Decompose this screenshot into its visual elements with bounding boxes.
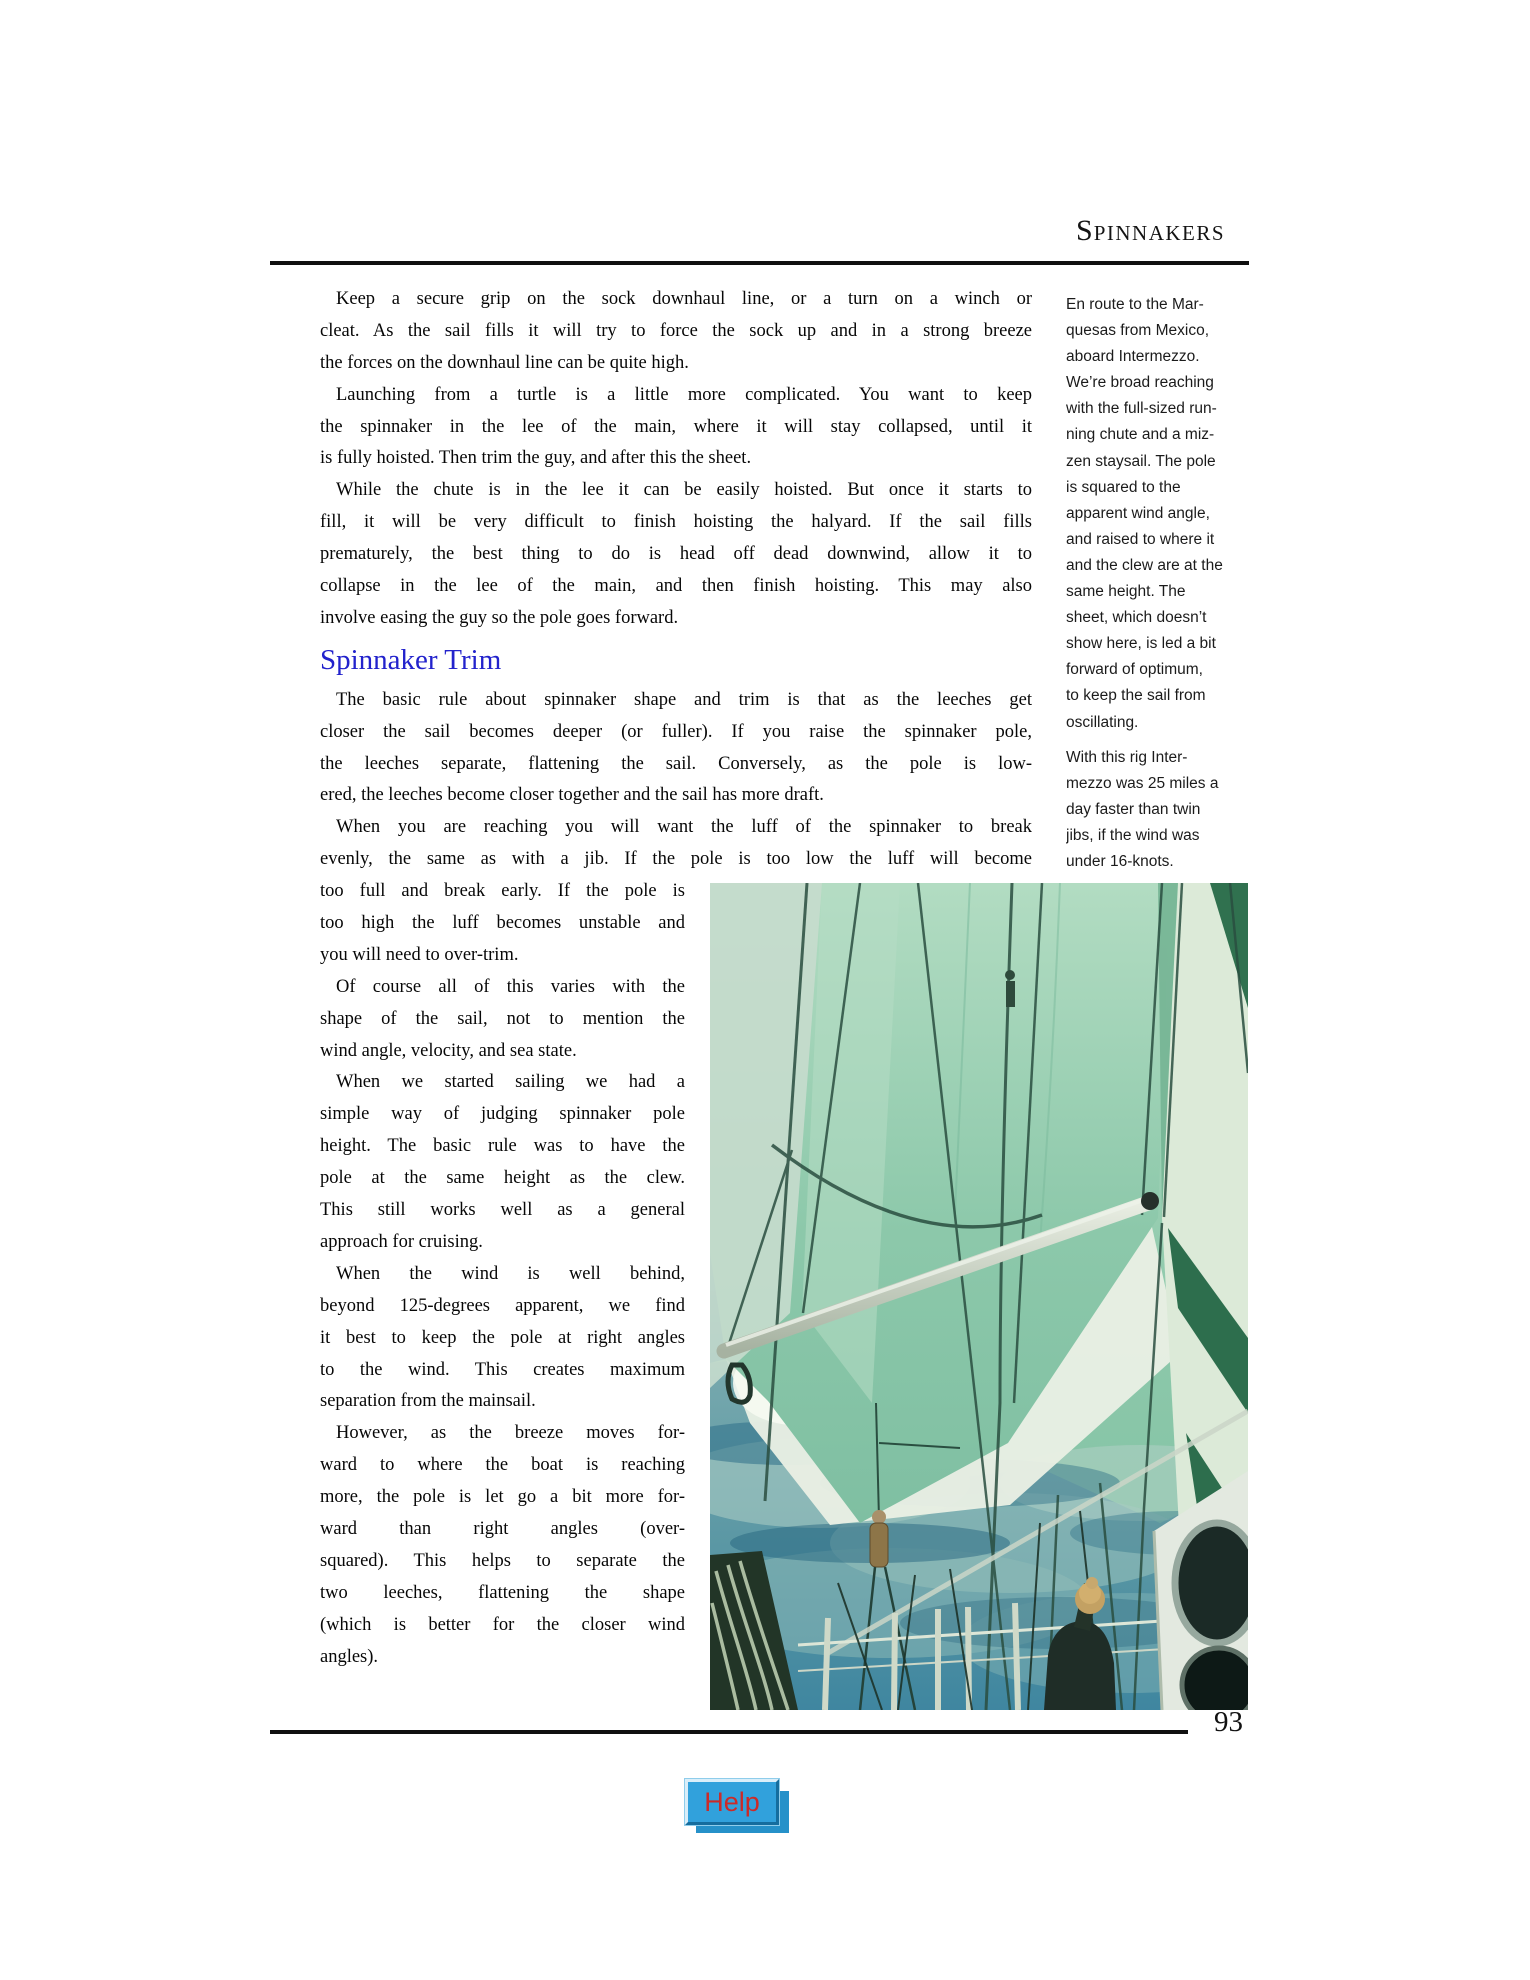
text-line: This still works well as a general — [320, 1200, 685, 1221]
text-line: the spinnaker in the lee of the main, where it will stay collapsed, until it — [320, 416, 1032, 437]
caption-line: mezzo was 25 miles a — [1066, 774, 1219, 792]
caption-line: En route to the Mar- — [1066, 296, 1204, 313]
caption-line: jibs, if the wind was — [1066, 826, 1200, 844]
paragraph — [320, 1418, 685, 1673]
text-line: However, as the breeze moves for- — [336, 1423, 685, 1444]
sailboat-photo-svg — [710, 883, 1248, 1710]
mizzen-sail — [1162, 883, 1248, 1545]
text-line: When we started sailing we had a — [336, 1072, 685, 1093]
text-line: the forces on the downhaul line can be quite high. — [320, 352, 689, 373]
text-line: Keep a secure grip on the sock downhaul line, or a turn on a winch or — [336, 289, 1032, 309]
caption-line: We’re broad reaching — [1066, 374, 1214, 392]
text-line: involve easing the guy so the pole goes forward. — [320, 607, 679, 628]
caption-line: With this rig Inter- — [1066, 748, 1188, 766]
text-line: Launching from a turtle is a little more complicated. You want to keep — [336, 384, 1032, 405]
caption-line: oscillating. — [1066, 713, 1139, 731]
text-line: prematurely, the best thing to do is head off dead downwind, allow it to — [320, 544, 1032, 565]
text-line: separation from the mainsail. — [320, 1391, 536, 1412]
caption-line: apparent wind angle, — [1066, 504, 1210, 522]
caption-line: show here, is led a bit — [1066, 635, 1216, 653]
caption-line: and the clew are at the — [1066, 556, 1223, 574]
caption-line: with the full-sized run- — [1066, 400, 1217, 418]
caption-line: sheet, which doesn’t — [1066, 609, 1207, 627]
text-line: ered, the leeches become closer together and the sail has more draft. — [320, 785, 824, 806]
text-line: two leeches, flattening the shape — [320, 1582, 685, 1603]
text-line: While the chute is in the lee it can be easily hoisted. But once it starts to — [336, 480, 1032, 501]
text-line: beyond 125-degrees apparent, we find — [320, 1295, 685, 1316]
text-line: closer the sail becomes deeper (or fuller). If you raise the spinnaker pole, — [320, 721, 1032, 742]
caption-line: under 16-knots. — [1066, 852, 1174, 870]
caption-paragraph — [1066, 292, 1252, 736]
paragraph — [320, 972, 685, 1068]
text-line: The basic rule about spinnaker shape and trim is that as the leeches get — [336, 689, 1032, 710]
text-line: is fully hoisted. Then trim the guy, and after this the sheet. — [320, 448, 752, 469]
paragraph — [320, 475, 1032, 634]
text-line: squared). This helps to separate the — [320, 1550, 685, 1571]
porthole — [1182, 1648, 1248, 1710]
caption-line: aboard Intermezzo. — [1066, 348, 1200, 366]
text-line: it best to keep the pole at right angles — [320, 1327, 685, 1348]
caption-line: day faster than twin — [1066, 800, 1201, 818]
text-line: ward than right angles (over- — [320, 1518, 685, 1539]
text-line: the leeches separate, flattening the sail. Conversely, as the pole is low- — [320, 753, 1032, 774]
text-line: Of course all of this varies with the — [336, 976, 685, 997]
cockpit-window — [1175, 1523, 1248, 1643]
caption-paragraph — [1066, 745, 1252, 875]
sailboat-photo — [710, 883, 1248, 1710]
paragraph — [320, 1259, 685, 1418]
caption-line: same height. The — [1066, 583, 1186, 601]
text-line: (which is better for the closer wind — [320, 1614, 685, 1635]
help-button[interactable]: Help — [685, 1779, 779, 1825]
caption-line: quesas from Mexico, — [1066, 322, 1209, 340]
paragraph — [320, 380, 1032, 476]
paragraph — [320, 685, 1032, 813]
caption-line: is squared to the — [1066, 478, 1181, 496]
caption-line: ning chute and a miz- — [1066, 426, 1215, 444]
text-line: approach for cruising. — [320, 1231, 483, 1252]
caption-line: and raised to where it — [1066, 530, 1215, 548]
paragraph — [320, 1067, 685, 1258]
text-line: When you are reaching you will want the luff of the spinnaker to break — [336, 817, 1032, 838]
text-line: more, the pole is let go a bit more for- — [320, 1487, 685, 1508]
paragraph — [320, 284, 1032, 380]
caption-line: zen staysail. The pole — [1066, 452, 1216, 470]
text-line: to the wind. This creates maximum — [320, 1359, 685, 1380]
text-line: height. The basic rule was to have the — [320, 1136, 685, 1157]
page-title: SPINNAKERS — [1076, 214, 1226, 247]
photo-caption — [1066, 292, 1252, 884]
text-line: When the wind is well behind, — [336, 1263, 685, 1284]
header-rule — [270, 261, 1249, 265]
page-number: 93 — [1214, 1706, 1243, 1738]
paragraph — [320, 876, 685, 972]
paragraph — [320, 812, 1032, 876]
text-line: simple way of judging spinnaker pole — [320, 1104, 685, 1125]
text-line: evenly, the same as with a jib. If the pole is too low the luff will become — [320, 849, 1032, 870]
text-line: cleat. As the sail fills it will try to force the sock up and in a strong breeze — [320, 320, 1032, 341]
text-line: collapse in the lee of the main, and then finish hoisting. This may also — [320, 576, 1032, 597]
text-line: too high the luff becomes unstable and — [320, 913, 685, 934]
text-line: shape of the sail, not to mention the — [320, 1008, 685, 1029]
section-heading: Spinnaker Trim — [320, 643, 502, 676]
text-line: pole at the same height as the clew. — [320, 1168, 685, 1189]
text-line: ward to where the boat is reaching — [320, 1455, 685, 1476]
text-line: too full and break early. If the pole is — [320, 881, 685, 902]
caption-line: to keep the sail from — [1066, 687, 1206, 705]
text-line: you will need to over-trim. — [320, 944, 519, 965]
text-line: fill, it will be very difficult to finish hoisting the halyard. If the sail fills — [320, 512, 1032, 533]
text-line: wind angle, velocity, and sea state. — [320, 1040, 577, 1061]
text-line: angles). — [320, 1646, 379, 1667]
caption-line: forward of optimum, — [1066, 661, 1203, 679]
footer-rule — [270, 1730, 1188, 1734]
